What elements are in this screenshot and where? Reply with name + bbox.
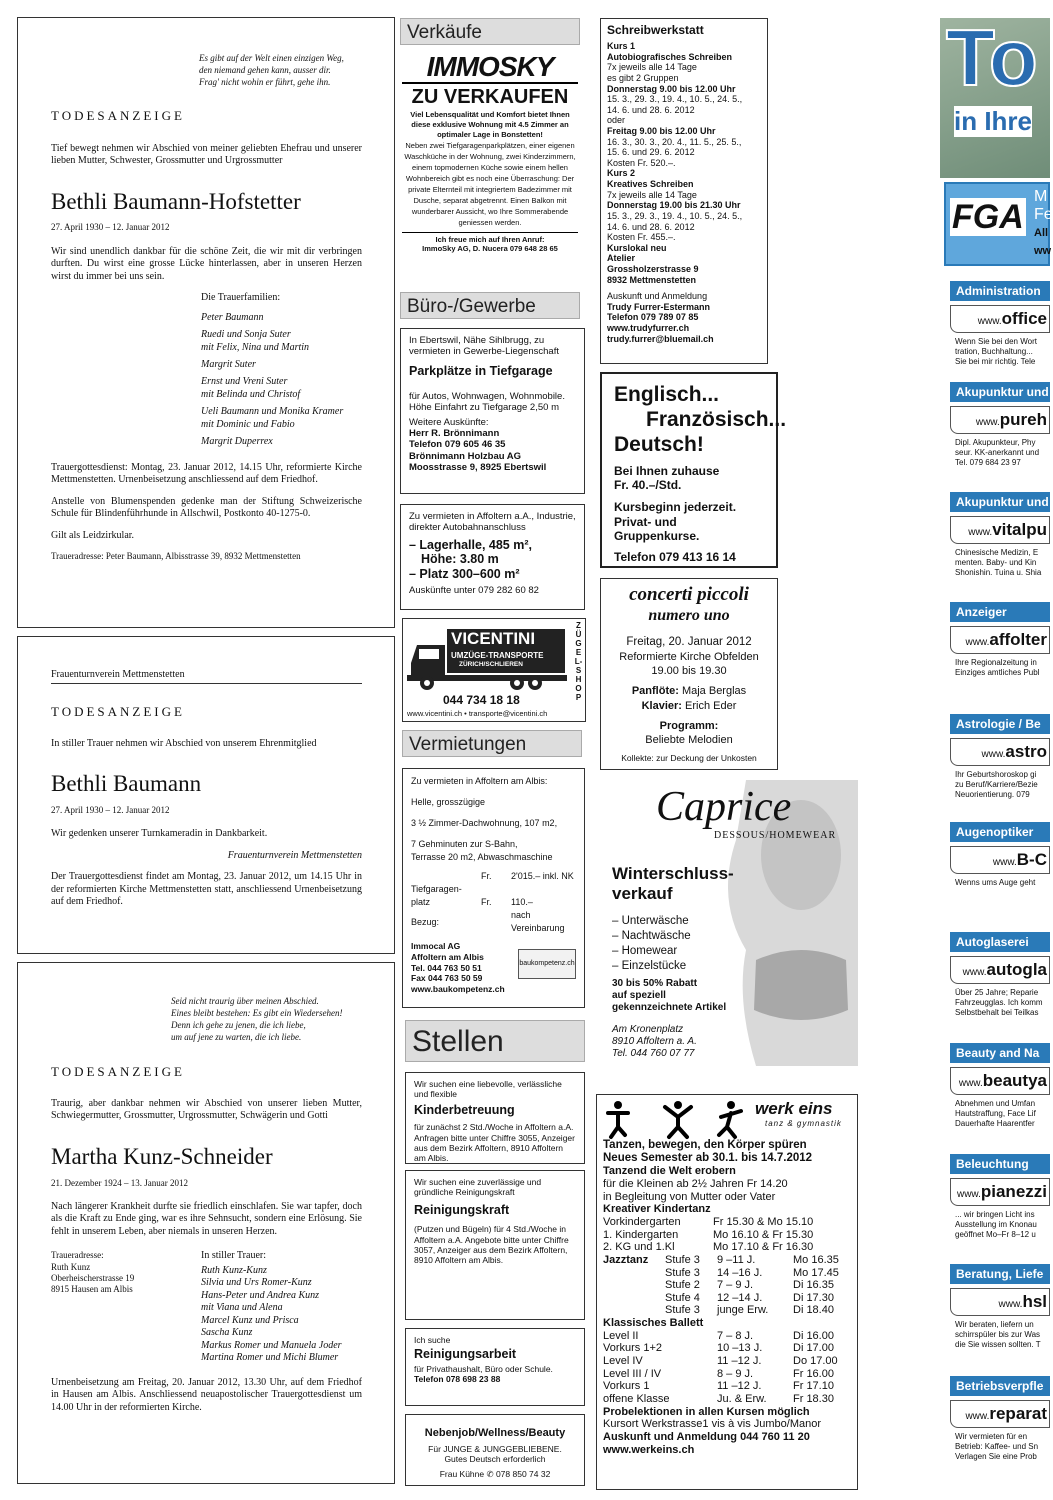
directory-text: Ausstellung im Knonau — [955, 1220, 1037, 1229]
writing-line: 15. 3., 29. 3., 19. 4., 10. 5., 24. 5., — [607, 94, 743, 105]
obit3-address: Traueradresse: Ruth Kunz Oberheischerstrasse 19 8915 Hausen am Albis — [51, 1250, 135, 1295]
directory-text: Wir vermieten für en — [955, 1432, 1028, 1441]
writing-line: Donnerstag 9.00 bis 12.00 Uhr — [607, 83, 736, 94]
obit2-org: Frauenturnverein Mettmenstetten — [51, 669, 362, 684]
obit3-name: Martha Kunz-Schneider — [51, 1143, 273, 1169]
fga-banner: FGA M Fe All ww — [944, 182, 1050, 266]
writing-line: es gibt 2 Gruppen — [607, 72, 679, 83]
writing-line: Grossholzerstrasse 9 — [607, 263, 699, 274]
directory-heading: Beratung, Liefe — [950, 1264, 1050, 1284]
dance-row: Vorkindergarten Fr 15.30 & Mo 15.10 — [603, 1216, 814, 1228]
ad-vicentini: VICENTINI UMZÜGE-TRANSPORTE ZÜRICH/SCHLIEREN ZÜGEL-SHOP 044 734 18 18 www.vicentini.ch • transporte@vicentini.ch — [402, 618, 586, 722]
writing-line: 14. 6. und 28. 6. 2012 — [607, 221, 695, 232]
writing-line: trudy.furrer@bluemail.ch — [607, 333, 714, 344]
dance-row: Stufe 3 14 –16 J. Mo 17.45 — [665, 1266, 839, 1279]
directory-url[interactable]: www.affolter — [950, 626, 1050, 654]
directory-heading: Beleuchtung — [950, 1154, 1050, 1174]
obit3-text: Nach längerer Krankheit durfte sie friedlich einschlafen. Sie war tapfer, doch als die Kraft zu Ende ging, war es ihre Sehnsucht, sondern eine Erlösung. Sie fehlt in unserem Leben, aber niemals in unseren Herzen. — [51, 1200, 362, 1237]
dance-row: Level IV 11 –12 J. Do 17.00 — [603, 1355, 838, 1368]
section-stellen: Stellen — [405, 1020, 585, 1062]
obit2-intro: In stiller Trauer nehmen wir Abschied von unserem Ehrenmitglied — [51, 737, 317, 749]
obit1-circular: Gilt als Leidzirkular. — [51, 529, 135, 541]
obit3-dates: 21. Dezember 1924 – 13. Januar 2012 — [51, 1177, 188, 1188]
writing-line: 15. 3., 29. 3., 19. 4., 10. 5., 24. 5., — [607, 210, 743, 221]
writing-line: Kurslokal neu — [607, 242, 667, 253]
ad-caprice: Caprice DESSOUS/HOMEWEAR Winterschluss-verkauf – Unterwäsche – Nachtwäsche – Homewear – Einzelstücke 30 bis 50% Rabatt auf speziell gekennzeichnete Artikel Am Kronenplatz 8910 Affoltern a. A. Tel. 044 760 07 77 — [596, 780, 858, 1066]
immosky-logo: IMMOSKY — [402, 52, 578, 84]
ad-concerti-piccoli: concerti piccoli numero uno Freitag, 20. Januar 2012 Reformierte Kirche Obfelden 19.00 bis 19.30 Panflöte: Maja Berglas Klavier: Erich Eder Programm: Beliebte Melodien Kollekte: zur Deckung der Unkosten — [600, 578, 778, 770]
immosky-lead: Viel Lebensqualität und Komfort bietet Ihnen diese exklusive Wohnung mit 4.5 Zimmer an optimaler Lage in Bonstetten! — [410, 110, 570, 140]
obit2-heading: TODESANZEIGE — [51, 703, 185, 719]
obit1-donation: Anstelle von Blumenspenden gedenke man der Stiftung Schweizerische Schule für Blindenführhunde in Allschwil, Postkonto 40-1275-0. — [51, 495, 362, 520]
dance-rows-kreativ — [603, 1216, 851, 1254]
obit1-service: Trauergottesdienst: Montag, 23. Januar 2012, 14.15 Uhr, reformierte Kirche Mettmenstetten. Urnenbeisetzung anschliessend auf dem Friedhof. — [51, 461, 362, 486]
ad-dachwohnung: Zu vermieten in Affoltern am Albis: Helle, grosszügige 3 ½ Zimmer-Dachwohnung, 107 m2, 7 Gehminuten zur S-Bahn, Terrasse 20 m2, Abwaschmaschine Fr. 2'015.– inkl. NK Tiefgaragen- platz Fr. 110.– Bezug: nach Vereinbarung Immocal AG Affoltern am Albis Tel. 044 763 50 51 Fax 044 763 50 59 www.baukompetenz.ch baukompetenz.ch — [402, 768, 585, 1008]
ad-werkeins: werk eins tanz & gymnastik Tanzen, bewegen, den Körper spüren Neues Semester ab 30.1. bis 14.7.2012 Tanzend die Welt erobern für die Kleinen ab 2½ Jahren Fr 14.20 in Begleitung von Mutter oder Vater Kreativer Kindertanz Vorkindergarten Fr 15.30 & Mo 15.10 1. Kindergarten Mo 16.10 & Fr 15.30 2. KG und 1.Kl Mo 17.10 & Fr 16.30 Jazztanz Stufe 3 9 –11 J. Mo 16.35 Stufe 3 14 –16 J. Mo 17.45 Stufe 2 7 – 9 J. Di 16.35 Stufe 4 12 –14 J. Di 17.30 Stufe 3 junge Erw. Di 18.40 Klassisches Ballett Level II 7 – 8 J. Di 16.00 Vorkurs 1+2 10 –13 J. Di 17.00 Level IV 11 –12 J. Do 17.00 Level III / IV 8 – 9 J. Fr 16.00 Vorkurs 1 11 –12 J. Fr 17.10 offene Klasse Ju. & Erw. Fr 18.30 Probelektionen in allen Kursen möglich Kursort Werkstrasse1 vis à vis Jumbo/Manor Auskunft und Anmeldung 044 760 11 20 www.werkeins.ch — [596, 1094, 858, 1490]
obit3-heading: TODESANZEIGE — [51, 1063, 185, 1079]
directory-heading: Augenoptiker — [950, 822, 1050, 842]
directory-text: tration, Buchhaltung... — [955, 347, 1033, 356]
obit1-address: Traueradresse: Peter Baumann, Albisstrasse 39, 8932 Mettmenstetten — [51, 551, 301, 562]
writing-line: Telefon 079 789 07 85 — [607, 312, 699, 323]
writing-line: Kreatives Schreiben — [607, 179, 694, 190]
directory-heading: Autoglaserei — [950, 932, 1050, 952]
dance-row: Level II 7 – 8 J. Di 16.00 — [603, 1329, 834, 1342]
directory-text: Chinesische Medizin, E — [955, 548, 1039, 557]
directory-heading: Akupunktur und — [950, 492, 1050, 512]
obit3-quote: Seid nicht traurig über meinen Abschied. Eines bleibt bestehen: Es gibt ein Wiedersehen! Denn ich gehe zu jenen, die ich liebe, um auf jene zu warten, die ich liebe. — [171, 996, 343, 1043]
directory-heading: Anzeiger — [950, 602, 1050, 622]
ad-schreibwerkstatt: Schreibwerkstatt Kurs 1 Autobiografisches Schreiben 7x jeweils alle 14 Tage es gibt 2 Gruppen Donnerstag 9.00 bis 12.00 Uhr 15. 3., 29. 3., 19. 4., 10. 5., 24. 5., 14. 6. und 28. 6. 2012 oder Freitag 9.00 bis 12.00 Uhr 16. 3., 30. 3., 20. 4., 11. 5., 25. 5., 15. 6. und 29. 6. 2012 Kosten Fr. 520.–. Kurs 2 Kreatives Schreiben 7x jeweils alle 14 Tage Donnerstag 19.00 bis 21.30 Uhr 15. 3., 29. 3., 19. 4., 10. 5., 24. 5., 14. 6. und 28. 6. 2012 Kosten Fr. 455.–. Kurslokal neu Atelier Grossholzerstrasse 9 8932 Mettmenstetten Auskunft und Anmeldung Trudy Furrer-Estermann Telefon 079 789 07 85 www.trudyfurrer.ch trudy.furrer@bluemail.ch — [600, 18, 768, 364]
directory-url[interactable]: www.autogla — [950, 956, 1050, 984]
immosky-company: ImmoSky AG, D. Nucera 079 648 28 65 — [422, 244, 558, 254]
writing-line: Kosten Fr. 520.–. — [607, 157, 676, 168]
writing-line: Donnerstag 19.00 bis 21.30 Uhr — [607, 200, 741, 211]
ad-lagerhalle: Zu vermieten in Affoltern a.A., Industrie, direkter Autobahnanschluss – Lagerhalle, 485 m², Höhe: 3.80 m – Platz 300–600 m² Auskünfte unter 079 282 60 82 — [400, 504, 585, 610]
ad-kinderbetreuung: Wir suchen eine liebevolle, verlässliche und flexible Kinderbetreuung für zunächst 2 Std./Woche in Affoltern a.A. Anfragen bitte unter Chiffre 3055, Anzeiger aus dem Bezirk Affoltern, 8910 Affoltern am Albis. — [405, 1072, 585, 1164]
obit3-family-block — [51, 1250, 362, 1365]
ad-nebenjob: Nebenjob/Wellness/Beauty Für JUNGE & JUNGGEBLIEBENE. Gutes Deutsch erforderlich Frau Kühne ✆ 078 850 74 32 — [405, 1414, 585, 1486]
directory-heading: Astrologie / Be — [950, 714, 1050, 734]
dance-row: Stufe 4 12 –14 J. Di 17.30 — [665, 1291, 834, 1304]
writing-line: Freitag 9.00 bis 12.00 Uhr — [607, 126, 716, 137]
directory-text: Selbstbehalt bei Teilkas — [955, 1008, 1039, 1017]
obit2-name: Bethli Baumann — [51, 771, 202, 797]
rent-table: Fr. 2'015.– inkl. NK Tiefgaragen- platz Fr. 110.– Bezug: nach Vereinbarung — [411, 871, 574, 934]
writing-line: 14. 6. und 28. 6. 2012 — [607, 104, 695, 115]
directory-text: Dauerhafte Haarentfer — [955, 1119, 1035, 1128]
directory-heading: Administration — [950, 281, 1050, 301]
obit2-text: Wir gedenken unserer Turnkameradin in Dankbarkeit. — [51, 828, 268, 840]
directory-text: zu Beruf/Karriere/Bezie — [955, 780, 1038, 789]
obit1-text: Wir sind unendlich dankbar für die schöne Zeit, die wir mit dir verbringen durften. Du wirst eine grosse Lücke hinterlassen, aber in unseren Herzen wirst du immer bei uns sein. — [51, 245, 362, 282]
fga-logo: FGA — [952, 198, 1024, 236]
writing-line: www.trudyfurrer.ch — [607, 323, 690, 333]
obit1-intro: Tief bewegt nehmen wir Abschied von meiner geliebten Ehefrau und unserer lieben Mutter, Schwester, Grossmutter und Urgrossmutter — [51, 142, 362, 167]
writing-line: Kurs 1 — [607, 41, 636, 52]
dance-rows-jazz — [603, 1254, 851, 1317]
directory-text: Ihr Geburtshoroskop gi — [955, 770, 1037, 779]
directory-text: schirrspüler bis zur Was — [955, 1330, 1041, 1339]
directory-heading: Betriebsverpfle — [950, 1376, 1050, 1396]
dance-row: 2. KG und 1.Kl Mo 17.10 & Fr 16.30 — [603, 1241, 814, 1254]
directory-text: Über 25 Jahre; Reparie — [955, 988, 1039, 997]
directory-text: Shonishin. Tuina u. Shia — [955, 568, 1042, 577]
directory-url[interactable]: www.beautya — [950, 1067, 1050, 1095]
immosky-body: Neben zwei Tiefgaragenparkplätzen, einer eigenen Waschküche in der Wohnung, zwei Kinderzimmern, einem topmodernen Küche sowie einem hellen Wohnbereich gibt es noch eine Überraschung: Der private Elternteil mit integriertem Badezimmer mit Dusche, separat abgetrennt. Einen Balkon mit wunderbarer Aussicht, wo Ihre Sommerabende geniessen werden. — [404, 141, 576, 227]
obit1-dates: 27. April 1930 – 12. Januar 2012 — [51, 222, 170, 233]
top-banner: To in Ihre — [940, 18, 1050, 178]
section-buero: Büro-/Gewerbe — [400, 292, 580, 319]
dance-row: Stufe 2 7 – 9 J. Di 16.35 — [665, 1279, 834, 1292]
dance-row: Jazztanz Stufe 3 9 –11 J. Mo 16.35 — [603, 1253, 839, 1266]
obit1-name: Bethli Baumann-Hofstetter — [51, 188, 301, 214]
writing-line: oder — [607, 115, 626, 126]
directory-text: Wir beraten, liefern un — [955, 1320, 1034, 1329]
writing-lines — [607, 41, 761, 344]
obit2-signed: Frauenturnverein Mettmenstetten — [227, 849, 362, 861]
writing-line: Trudy Furrer-Estermann — [607, 301, 711, 312]
obituary-kunz-schneider — [17, 962, 395, 1484]
section-verkaeufe: Verkäufe — [400, 18, 580, 45]
ad-immosky — [400, 48, 580, 288]
directory-text: geöffnet Mo–Fr 8–12 u — [955, 1230, 1036, 1239]
directory-url[interactable]: www.pureh — [950, 406, 1050, 434]
obit1-quote: Es gibt auf der Welt einen einzigen Weg, den niemand gehen kann, ausser dir. Frag' nicht wohin er führt, gehe ihn. — [199, 53, 344, 88]
directory-text: Ihre Regionalzeitung in — [955, 658, 1037, 667]
caprice-address: Am Kronenplatz 8910 Affoltern a. A. Tel. 044 760 07 77 — [612, 1024, 697, 1059]
directory-text: Hautstraffung, Face Lif — [955, 1109, 1036, 1118]
obit3-family: In stiller Trauer: Ruth Kunz-Kunz Silvia und Urs Romer-Kunz Hans-Peter und Andrea Kunz mit Viana und Alena Marcel Kunz und Prisca Sascha Kunz Markus Romer und Manuela Joder Martina Romer und Michi Blumer — [201, 1250, 342, 1364]
immosky-contact: Ich freue mich auf Ihren Anruf: — [402, 232, 578, 244]
directory-text: Tel. 079 684 23 97 — [955, 458, 1021, 467]
directory-heading: Beauty and Na — [950, 1043, 1050, 1063]
caprice-items: – Unterwäsche – Nachtwäsche – Homewear – Einzelstücke — [612, 915, 691, 972]
directory-url[interactable]: www.vitalpu — [950, 516, 1050, 544]
writing-line: 7x jeweils alle 14 Tage — [607, 62, 697, 73]
directory-text: Betrieb: Kaffee- und Sn — [955, 1442, 1039, 1451]
directory-url[interactable]: www.pianezzi — [950, 1178, 1050, 1206]
ad-sprachkurse: Englisch... Französisch... Deutsch! Bei Ihnen zuhause Fr. 40.–/Std. Kursbeginn jederzeit. Privat- und Gruppenkurse. Telefon 079 413 16 14 — [600, 372, 778, 568]
writing-line: Kurs 2 — [607, 168, 636, 179]
directory-text: Einziges amtliches Publ — [955, 668, 1040, 677]
dance-row: Stufe 3 junge Erw. Di 18.40 — [665, 1304, 834, 1317]
dance-rows-ballet — [603, 1330, 851, 1406]
directory-text: Dipl. Akupunkteur, Phy — [955, 438, 1036, 447]
writing-line: Auskunft und Anmeldung — [607, 291, 708, 302]
rent-company: Immocal AG Affoltern am Albis Tel. 044 763 50 51 Fax 044 763 50 59 www.baukompetenz.ch — [411, 941, 505, 994]
ad-reinigungskraft: Wir suchen eine zuverlässige und gründliche Reinigungskraft Reinigungskraft (Putzen und Bügeln) für 4 Std./Woche in Affoltern a.A. Angebote bitte unter Chiffre 3057, Anzeiger aus dem Bezirk Affoltern, 8910 Affoltern am Albis. — [405, 1170, 585, 1320]
obit1-family: Die Trauerfamilien: Peter Baumann Ruedi und Sonja Suter mit Felix, Nina und Martin Margrit Suter Ernst und Vreni Suter mit Belinda und Christof Ueli Baumann und Monika Kramer mit Dominic und Fabio Margrit Duperrex — [201, 292, 344, 447]
obit2-service: Der Trauergottesdienst findet am Montag, 23. Januar 2012, um 14.15 Uhr in der reformierten Kirche Mettmenstetten statt, anschliessend Urnenbeisetzung auf dem Friedhof. — [51, 871, 362, 908]
obit3-service: Urnenbeisetzung am Freitag, 20. Januar 2012, 13.30 Uhr, auf dem Friedhof in Hausen am Albis. Anschliessend neuapostolischer Trauergottesdienst um 14.00 Uhr in der reformierten Kirche. — [51, 1376, 362, 1413]
ad-parking: In Ebertswil, Nähe Sihlbrugg, zu vermieten in Gewerbe-Liegenschaft Parkplätze in Tiefgarage für Autos, Wohnwagen, Wohnmobile. Höhe Einfahrt zu Tiefgarage 2,50 m Weitere Auskünfte: Herr R. Brönnimann Telefon 079 605 46 35 Brönnimann Holzbau AG Moosstrasse 9, 8925 Ebertswil — [400, 328, 585, 494]
directory-url[interactable]: www.B-C — [950, 846, 1050, 874]
directory-text: Abnehmen und Umfan — [955, 1099, 1036, 1108]
dance-row: Vorkurs 1+2 10 –13 J. Di 17.00 — [603, 1342, 834, 1355]
writing-line: 7x jeweils alle 14 Tage — [607, 189, 697, 200]
writing-line: 16. 3., 30. 3., 20. 4., 11. 5., 25. 5., — [607, 136, 742, 147]
dance-row: offene Klasse Ju. & Erw. Fr 18.30 — [603, 1392, 834, 1405]
obit3-intro: Traurig, aber dankbar nehmen wir Abschied von unserer lieben Mutter, Schwiegermutter, Grossmutter, Urgrossmutter, Schwägerin und Gotti — [51, 1097, 362, 1122]
caprice-discount: 30 bis 50% Rabatt auf speziell gekennzeichnete Artikel — [612, 978, 727, 1013]
baukompetenz-badge: baukompetenz.ch — [518, 949, 576, 979]
dance-row: Level III / IV 8 – 9 J. Fr 16.00 — [603, 1367, 834, 1380]
directory-text: Wenn Sie bei den Wort — [955, 337, 1037, 346]
writing-line: Atelier — [607, 253, 636, 264]
writing-line: Autobiografisches Schreiben — [607, 51, 733, 62]
directory-url[interactable]: www.hsl — [950, 1288, 1050, 1316]
directory-text: Sie bei mir richtig. Tele — [955, 357, 1036, 366]
writing-line: 15. 6. und 29. 6. 2012 — [607, 147, 695, 158]
obituary-frauenturnverein — [17, 636, 395, 954]
directory-text: Wenns ums Auge geht — [955, 878, 1036, 887]
obituary-baumann-hofstetter — [17, 17, 395, 628]
directory-text: die Sie wissen sollten. T — [955, 1340, 1041, 1349]
dance-row: 1. Kindergarten Mo 16.10 & Fr 15.30 — [603, 1228, 814, 1241]
dance-row: Vorkurs 1 11 –12 J. Fr 17.10 — [603, 1380, 834, 1393]
section-vermietungen: Vermietungen — [402, 730, 582, 757]
immosky-title: ZU VERKAUFEN — [411, 86, 569, 108]
directory-text: seur. KK-anerkannt und — [955, 448, 1040, 457]
directory-url[interactable]: www.office — [950, 305, 1050, 333]
ad-reinigungsarbeit: Ich suche Reinigungsarbeit für Privathaushalt, Büro oder Schule. Telefon 078 698 23 88 — [405, 1328, 585, 1406]
directory-text: Verlagen Sie eine Prob — [955, 1452, 1037, 1461]
directory-url[interactable]: www.astro — [950, 738, 1050, 766]
directory-text: ... wir bringen Licht ins — [955, 1210, 1035, 1219]
writing-line: Kosten Fr. 455.–. — [607, 232, 676, 243]
obit2-dates: 27. April 1930 – 12. Januar 2012 — [51, 805, 170, 815]
obit1-heading: TODESANZEIGE — [51, 108, 185, 124]
directory-text: menten. Baby- und Kin — [955, 558, 1037, 567]
directory-heading: Akupunktur und — [950, 382, 1050, 402]
directory-text: Fahrzeugglas. Ich komm — [955, 998, 1043, 1007]
directory-url[interactable]: www.reparat — [950, 1400, 1050, 1428]
directory-text: Neuorientierung. 079 — [955, 790, 1030, 799]
dancer-icons — [603, 1099, 753, 1139]
writing-line: 8932 Mettmenstetten — [607, 274, 697, 285]
